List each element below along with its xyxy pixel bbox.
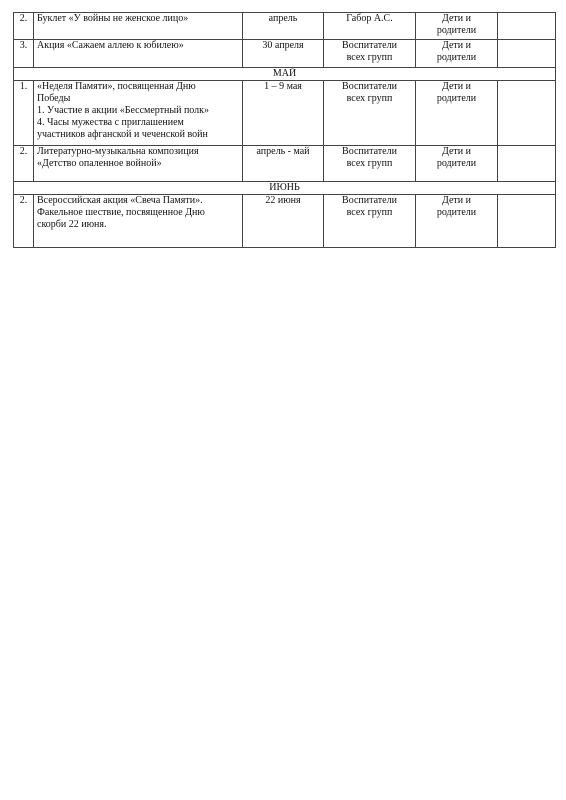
responsible-cell bbox=[324, 146, 416, 182]
responsible-text: всех групп bbox=[346, 93, 393, 104]
responsible-text: Габор А.С. bbox=[346, 13, 393, 24]
responsible-cell bbox=[324, 81, 416, 146]
event-text: участников афганской и чеченской войн bbox=[37, 129, 208, 140]
responsible-cell bbox=[324, 40, 416, 68]
responsible-text: Воспитатели bbox=[342, 40, 397, 51]
date-cell: апрель bbox=[243, 13, 324, 40]
event-cell bbox=[34, 81, 243, 146]
event-text: 1. Участие в акции «Бессмертный полк» bbox=[37, 105, 210, 116]
table-row bbox=[14, 40, 556, 68]
empty-cell bbox=[498, 13, 556, 40]
responsible-cell bbox=[324, 195, 416, 248]
participants-cell bbox=[416, 81, 498, 146]
responsible-text: Воспитатели bbox=[342, 195, 397, 206]
responsible-text: Воспитатели bbox=[342, 146, 397, 157]
empty-cell bbox=[498, 81, 556, 146]
event-text: «Неделя Памяти», посвященная Дню bbox=[37, 81, 196, 92]
participants-cell bbox=[416, 40, 498, 68]
event-text: Факельное шествие, посвященное Дню bbox=[37, 207, 205, 218]
event-text: Буклет «У войны не женское лицо» bbox=[37, 13, 189, 24]
row-number: 2. bbox=[14, 13, 34, 40]
event-text: Акция «Сажаем аллею к юбилею» bbox=[37, 40, 184, 51]
date-cell: апрель - май bbox=[243, 146, 324, 182]
event-cell bbox=[34, 40, 243, 68]
row-number: 3. bbox=[14, 40, 34, 68]
date-cell: 22 июня bbox=[243, 195, 324, 248]
event-cell bbox=[34, 13, 243, 40]
row-number: 2. bbox=[14, 146, 34, 182]
participants-text: родители bbox=[436, 207, 477, 218]
participants-text: родители bbox=[436, 25, 477, 36]
responsible-text: всех групп bbox=[346, 52, 393, 63]
empty-cell bbox=[498, 146, 556, 182]
table-row bbox=[14, 81, 556, 146]
participants-text: родители bbox=[436, 52, 477, 63]
empty-cell bbox=[498, 195, 556, 248]
event-text: «Детство опаленное войной» bbox=[37, 158, 162, 169]
empty-cell bbox=[498, 40, 556, 68]
participants-cell bbox=[416, 146, 498, 182]
responsible-text: Воспитатели bbox=[342, 81, 397, 92]
event-text: Всероссийская акция «Свеча Памяти». bbox=[37, 195, 203, 206]
date-cell: 1 – 9 мая bbox=[243, 81, 324, 146]
row-number: 2. bbox=[14, 195, 34, 248]
event-cell bbox=[34, 146, 243, 182]
responsible-text: всех групп bbox=[346, 158, 393, 169]
event-text: 4. Часы мужества с приглашением bbox=[37, 117, 184, 128]
month-may: МАЙ bbox=[14, 68, 556, 81]
event-text: скорби 22 июня. bbox=[37, 219, 107, 230]
participants-text: Дети и bbox=[442, 81, 471, 92]
event-cell bbox=[34, 195, 243, 248]
responsible-cell bbox=[324, 13, 416, 40]
event-plan-table bbox=[13, 12, 556, 248]
participants-cell bbox=[416, 195, 498, 248]
date-cell: 30 апреля bbox=[243, 40, 324, 68]
participants-cell bbox=[416, 13, 498, 40]
participants-text: родители bbox=[436, 93, 477, 104]
participants-text: Дети и bbox=[442, 195, 471, 206]
participants-text: Дети и bbox=[442, 146, 471, 157]
table-row bbox=[14, 146, 556, 182]
participants-text: Дети и bbox=[442, 13, 471, 24]
row-number: 1. bbox=[14, 81, 34, 146]
table-row bbox=[14, 195, 556, 248]
table-row bbox=[14, 13, 556, 40]
month-june: ИЮНЬ bbox=[14, 182, 556, 195]
responsible-text: всех групп bbox=[346, 207, 393, 218]
event-text: Литературно-музыкальна композиция bbox=[37, 146, 199, 157]
participants-text: Дети и bbox=[442, 40, 471, 51]
participants-text: родители bbox=[436, 158, 477, 169]
month-header-row bbox=[14, 68, 556, 81]
month-header-row bbox=[14, 182, 556, 195]
event-text: Победы bbox=[37, 93, 71, 104]
